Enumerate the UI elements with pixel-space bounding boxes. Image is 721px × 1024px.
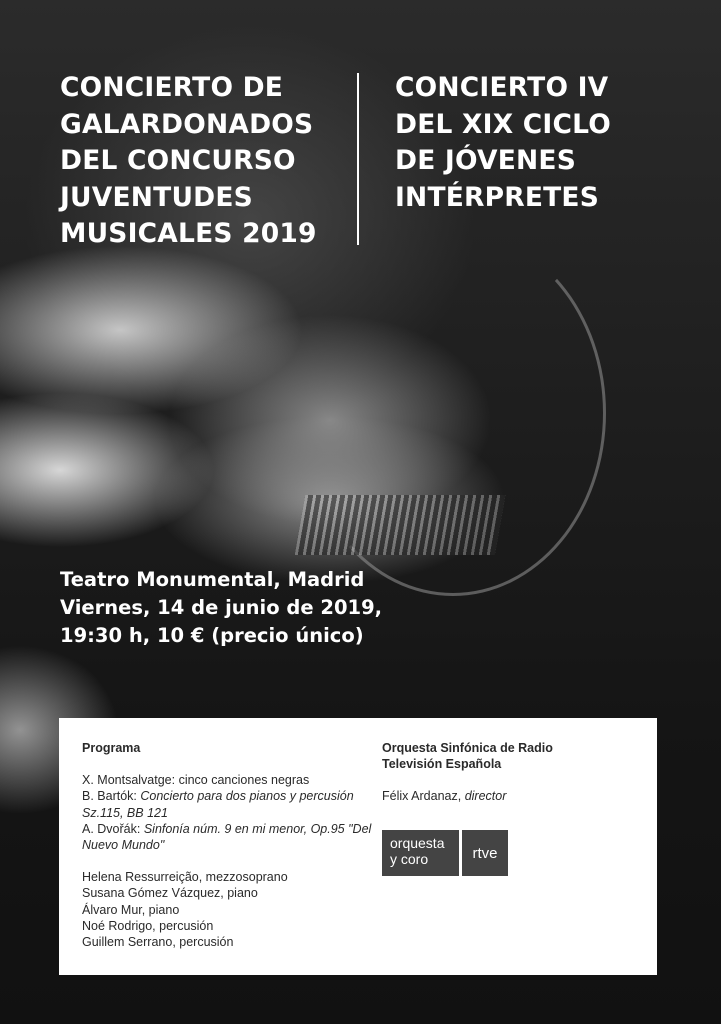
work-title: Sinfonía núm. 9 en mi menor, Op.95 "Del Nuevo Mundo" — [82, 821, 372, 853]
performer-item: Guillem Serrano, percusión — [82, 935, 234, 950]
programa-section — [82, 740, 372, 950]
event-date: Viernes, 14 de junio de 2019, — [60, 596, 383, 619]
rtve-logo: rtve — [462, 830, 508, 876]
piano-lid-curve — [300, 230, 606, 596]
headline-line: CONCIERTO IV — [395, 72, 609, 103]
work-title: cinco canciones negras — [178, 773, 310, 788]
director-name: Félix Ardanaz, — [382, 789, 465, 804]
headline-line: DEL CONCURSO — [60, 145, 296, 176]
headline-line: MUSICALES 2019 — [60, 218, 317, 249]
orchestra-section — [382, 740, 622, 805]
headline-line: DE JÓVENES — [395, 145, 576, 176]
headline-line: CONCIERTO DE — [60, 72, 284, 103]
performer-item: Susana Gómez Vázquez, piano — [82, 886, 258, 901]
performer-item: Noé Rodrigo, percusión — [82, 918, 214, 933]
headline-ciclo — [395, 70, 611, 216]
work-item — [82, 821, 372, 853]
work-item — [82, 788, 372, 820]
event-venue: Teatro Monumental, Madrid — [60, 568, 365, 591]
rtve-orquesta-logo — [382, 830, 508, 876]
work-composer: B. Bartók: — [82, 789, 141, 804]
work-composer: X. Montsalvatge: — [82, 773, 179, 788]
programa-title: Programa — [82, 741, 141, 755]
work-title: Concierto para dos pianos y percusión Sz.115, BB 121 — [82, 789, 354, 820]
info-panel — [59, 718, 657, 975]
headline-line: INTÉRPRETES — [395, 181, 600, 213]
event-time-price: 19:30 h, 10 € (precio único) — [60, 624, 364, 647]
headline-divider — [357, 73, 359, 245]
headline-line: GALARDONADOS — [60, 108, 314, 140]
performer-item: Helena Ressurreição, mezzosoprano — [82, 870, 288, 885]
orquesta-y-coro-logo — [382, 830, 459, 876]
headline-galardonados — [60, 70, 317, 253]
work-composer: A. Dvořák: — [82, 821, 144, 836]
director-role: director — [464, 789, 507, 804]
piano-keys — [295, 495, 506, 555]
event-details — [60, 566, 382, 650]
logo-text: y coro — [390, 851, 429, 867]
orchestra-name: Orquesta Sinfónica de Radio — [382, 741, 553, 755]
performer-item: Álvaro Mur, piano — [82, 902, 180, 917]
orchestra-name: Televisión Española — [382, 757, 502, 772]
headline-line: DEL XIX CICLO — [395, 108, 611, 140]
orchestra-director — [382, 788, 622, 804]
headline-line: JUVENTUDES — [60, 181, 253, 213]
work-item — [82, 772, 372, 788]
logo-text: orquesta — [390, 835, 445, 851]
